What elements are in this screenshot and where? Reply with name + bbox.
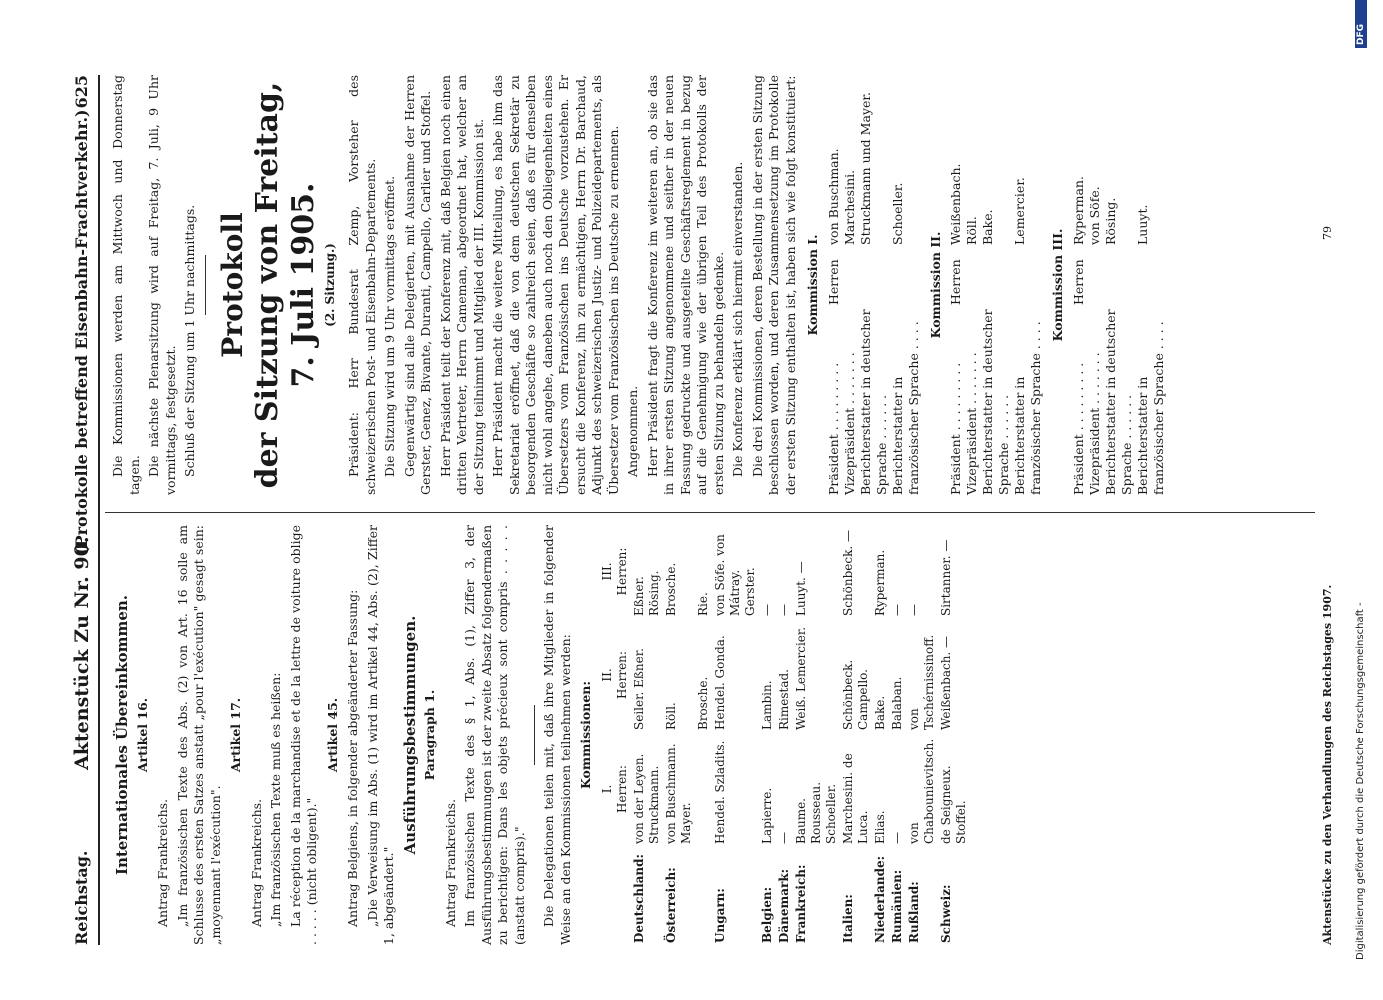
article-heading: Artikel 16. [134, 697, 150, 773]
column-rule [105, 512, 1315, 513]
country-cell: Frankreich: [793, 864, 808, 943]
table-row [663, 525, 695, 945]
commission-her: Herren [1070, 259, 1086, 305]
member-cell: Baume. Rousseau. Schoeller. [793, 781, 838, 844]
paragraph: Die Delegationen teilen mit, daß ihre Mitglieder in folgender Weise an den Kommissionen teilnehmen werden: [541, 525, 573, 945]
commission-row [1103, 75, 1135, 495]
table-row [695, 525, 712, 945]
member-cell: Schönbeck. Campello. [840, 659, 870, 730]
member-cell: von Söfe. von Mátray. Gerster. [712, 534, 757, 616]
member-cell: Rimestad. [776, 669, 791, 730]
commission-lbl: Berichterstatter in französischer Sprache . . . . [889, 321, 921, 495]
commission-lbl: Präsident . . . . . . . . . [1070, 362, 1086, 495]
commission-lbl: Vizepräsident . . . . . . . [1086, 352, 1102, 495]
member-cell: von Tschérnissinoff. [906, 634, 936, 730]
commissions-body [631, 525, 970, 945]
running-header [70, 75, 100, 945]
table-header-row [599, 525, 631, 945]
member-cell: Seiler. Eßner. [631, 648, 646, 730]
member-cell: Röll. [663, 702, 678, 730]
commission-lbl: Berichterstatter in französischer Sprache . . . . [1134, 321, 1166, 495]
commission-nm: Lemercier. [1012, 177, 1027, 245]
commission-lbl: Präsident . . . . . . . . . [825, 362, 841, 495]
commission-her [858, 245, 890, 305]
separator [205, 255, 206, 315]
member-cell: Bake. [872, 695, 887, 730]
page-number: 625 [72, 75, 91, 109]
country-cell: Italien: [840, 894, 855, 943]
commission-heading: Kommission III. [1050, 228, 1065, 342]
commission-heading: Kommission II. [927, 231, 943, 339]
member-cell: von Chabounievitsch. [906, 738, 936, 844]
country-cell: Niederlande: [872, 855, 887, 943]
paragraph: Antrag Frankreichs. [442, 798, 458, 927]
commission-nm: Bake. [980, 209, 995, 245]
dfg-logo: DFG [1355, 0, 1367, 48]
header-left: Reichstag. [72, 850, 91, 945]
commission-nm: Marchesini. [841, 169, 857, 245]
member-cell [695, 732, 712, 846]
commission-her [1103, 245, 1135, 305]
article-heading: Artikel 45. [324, 697, 340, 773]
commission-row [858, 75, 890, 495]
paragraph: Antrag Frankreichs. [248, 798, 264, 927]
paragraph: Die nächste Plenarsitzung wird auf Freitag, 7. Juli, 9 Uhr vormittags, festgesetzt. [146, 75, 178, 495]
country-cell: Dänemark: [776, 868, 791, 943]
commission-nm: von Söfe. [1086, 186, 1102, 245]
member-cell: Hendel. Gonda. [712, 635, 727, 730]
commissions-table [599, 525, 970, 945]
paragraph: Die drei Kommissionen, deren Bestellung in der ersten Sitzung beschlossen worden, und deren Zusammensetzung im Protokolle der ersten Sitzung enthalten ist, haben sich wie folgt konstituiert: [749, 75, 798, 495]
member-cell: Brosche. [695, 676, 710, 730]
commission-her [842, 245, 858, 305]
scanned-page-area [50, 0, 1365, 1000]
sheet-number: 79 [1321, 226, 1334, 240]
commission-row [1012, 75, 1044, 495]
article-heading: Artikel 17. [228, 697, 243, 773]
country-cell [695, 846, 712, 945]
member-cell: Rie. [695, 592, 710, 616]
commission-lbl: Vizepräsident . . . . . . . [841, 352, 857, 495]
table-row [889, 525, 906, 945]
country-cell: Österreich: [663, 867, 678, 943]
commission-lbl: Präsident . . . . . . . . . [948, 362, 963, 495]
commission-row [1087, 75, 1103, 495]
paragraph: „Im französischen Texte des Abs. (2) von Art. 16 solle am Schlusse des ersten Satzes anstatt „pour l'exécution" gesagt sein: „moyennant l'exécution". [174, 525, 223, 945]
header-doc-number: Aktenstück Zu Nr. 90. [71, 536, 93, 770]
member-cell: Balaban. [889, 676, 904, 730]
paragraph: Antrag Belgiens, in folgender abgeänderter Fassung: [345, 589, 360, 927]
commission-her: Herren [948, 259, 963, 305]
member-cell: Schönbeck. — [840, 529, 855, 616]
member-cell: — [759, 604, 774, 616]
member-cell: — [776, 604, 791, 616]
member-cell: von Buschmann. Mayer. [663, 743, 693, 844]
paragraph: Die Sitzung wird um 9 Uhr vormittags eröffnet. [382, 175, 397, 477]
country-cell: Rußland: [906, 881, 921, 943]
dfg-sidebar [1353, 0, 1377, 1000]
paragraph: Gegenwärtig sind alle Delegierten, mit Ausnahme der Herren Gerster, Genez, Bivante, Duranti, Campello, Carlier und Stoffel. [401, 75, 433, 495]
paragraph: Herr Präsident fragt die Konferenz im weiteren an, ob sie das in ihrer ersten Sitzung angenommene und seither in der neuen Fassung gedruckte und ausgeteilte Geschäftsreglement in bezug auf die Genehmigung wie der übrigen Teil des Protokolls der ersten Sitzung zu behandeln gedenke. [644, 75, 726, 495]
member-cell: — [889, 832, 904, 844]
paragraph: Herr Präsident teilt der Konferenz mit, daß Belgien noch einen dritten Vertreter, Herrn Cameman, abgeordnet hat, welcher an der Sitzung teilnimmt und Mitglied der III. Kommission ist. [437, 75, 486, 495]
member-cell: Lapierre. [759, 787, 774, 844]
commission-lbl: Berichterstatter in deutscher Sprache . . . . . . [980, 309, 1011, 495]
commission-lbl: Berichterstatter in deutscher Sprache . . . . . . [1102, 309, 1134, 495]
member-cell: Lambin. [759, 680, 774, 730]
commission-her: Herren [825, 259, 841, 305]
paragraph: „Die Verweisung im Abs. (1) wird im Artikel 44, Abs. (2), Ziffer 1, abgeändert." [364, 525, 396, 945]
commission-nm: Schoeller. [889, 182, 905, 245]
country-cell: Deutschland: [631, 854, 646, 943]
commission-heading: Kommission I. [805, 234, 820, 336]
paragraph: Angenommen. [625, 385, 640, 477]
paragraph: Schluß der Sitzung um 1 Uhr nachmittags. [182, 204, 197, 477]
member-cell: de Seigneux. Stoffel. [938, 765, 968, 844]
table-row [712, 525, 759, 945]
member-cell: Marchesini. de Luca. [840, 753, 870, 844]
country-cell: Rumänien: [889, 869, 904, 943]
commission-lbl: Berichterstatter in deutscher Sprache . . . . . . [857, 309, 889, 495]
commission-row [1135, 75, 1167, 495]
commission-nm: von Buschman. [825, 148, 841, 245]
section-heading: Ausführungsbestimmungen. [400, 615, 419, 855]
member-cell: Brosche. [663, 562, 678, 616]
commission-nm: Rösing. [1102, 197, 1118, 245]
commission-nm: Luuyt. [1134, 204, 1150, 245]
left-column [110, 525, 970, 945]
table-row [776, 525, 793, 945]
protocol-title: Protokoll [215, 212, 249, 358]
right-column [110, 75, 1167, 495]
col-head: I. Herren: [599, 765, 629, 813]
protocol-session: (2. Sitzung.) [322, 243, 337, 327]
member-cell: von der Leyen. Struckmann. [631, 753, 661, 844]
paragraph: „Im französischen Texte muß es heißen: [268, 672, 283, 927]
member-cell: Hendel. Szladits. [712, 740, 727, 844]
header-subject: (Protokolle betreffend Eisenbahn-Frachtverkehr.) [72, 109, 91, 555]
member-cell: Elias. [872, 810, 887, 844]
commission-list [826, 75, 922, 495]
member-cell: Eßner. Rösing. [631, 570, 661, 616]
commission-list [948, 75, 1044, 495]
commission-row [842, 75, 858, 495]
country-cell: Ungarn: [712, 888, 727, 943]
commission-her [890, 245, 922, 305]
commissions-heading: Kommissionen: [578, 680, 593, 790]
table-row [793, 525, 840, 945]
commission-lbl: Berichterstatter in französischer Sprache . . . . [1012, 321, 1043, 495]
paragraph: Im französischen Texte des § 1, Abs. (1), Ziffer 3, der Ausführungsbestimmungen ist der zweite Absatz folgendermaßen zu berichtigen: Dans les objets précieux sont compris . . . . . (anstatt compris)." [462, 525, 527, 945]
table-row [872, 525, 889, 945]
commission-her [1087, 245, 1103, 305]
commission-list [1071, 75, 1167, 495]
commission-her [1135, 245, 1167, 305]
commission-her [964, 245, 980, 305]
country-cell: Schweiz: [938, 884, 953, 943]
member-cell: Sirtanner. — [938, 539, 953, 616]
commission-row [826, 75, 842, 495]
member-cell: — [889, 604, 904, 616]
country-cell: Belgien: [759, 886, 774, 943]
commission-nm: Weißenbach. [948, 163, 963, 245]
table-row [631, 525, 663, 945]
commission-nm: Ryperman. [1070, 176, 1086, 245]
paragraph: Präsident: Herr Bundesrat Zemp, Vorsteher des schweizerischen Post- und Eisenbahn-Departements. [346, 75, 378, 495]
commission-row [964, 75, 980, 495]
commission-row [948, 75, 964, 495]
col-head: II. Herren: [599, 651, 629, 699]
col-head: III. Herren: [599, 547, 629, 596]
table-row [906, 525, 938, 945]
paragraph: Herr Präsident macht die weitere Mitteilung, es habe ihm das Sekretariat eröffnet, daß die von dem deutschen Sekretär zu besorgenden Geschäfte so zahlreich seien, daß es für denselben nicht wohl angehe, daneben auch noch den Obliegenheiten eines Übersetzers vom Französischen ins Deutsche vorzustehen. Er ersucht die Konferenz, ihn zu ermächtigen, Herrn Dr. Barchaud, Adjunkt des schweizerischen Justiz- und Polizeidepartements, als Übersetzer vom Französischen ins Deutsche zu ernennen. [490, 75, 621, 495]
commission-row [1071, 75, 1087, 495]
commission-row [890, 75, 922, 495]
document-page [50, 50, 1350, 1000]
table-row [840, 525, 872, 945]
commission-row [980, 75, 1012, 495]
commission-nm: Struckmann und Mayer. [857, 92, 873, 245]
dfg-credit: Digitalisierung gefördert durch die Deutsche Forschungsgemeinschaft - [1355, 602, 1366, 960]
commission-lbl: Vizepräsident . . . . . . . [964, 352, 979, 495]
member-cell: Luuyt. — [793, 561, 808, 616]
commission-her [980, 245, 1012, 305]
table-row [938, 525, 970, 945]
commission-nm: Röll. [964, 216, 979, 245]
paragraph: La réception de la marchandise et de la lettre de voiture oblige . . . . . (nicht obligent)." [287, 525, 319, 945]
member-cell: Weiß. Lemercier. [793, 626, 808, 730]
paragraph: Die Konferenz erklärt sich hiermit einverstanden. [730, 161, 745, 477]
paragraph-heading: Paragraph 1. [422, 689, 437, 781]
separator [534, 705, 535, 765]
member-cell: — [776, 832, 791, 844]
member-cell: Weißenbach. — [938, 635, 953, 730]
commission-her [1012, 245, 1044, 305]
section-heading: Internationales Übereinkommen. [113, 594, 131, 876]
paragraph: Die Kommissionen werden am Mittwoch und Donnerstag tagen. [110, 75, 142, 495]
page-footer: Aktenstücke zu den Verhandlungen des Reichstages 1907. [1321, 584, 1334, 945]
protocol-date: der Sitzung von Freitag, 7. Juli 1905. [249, 81, 321, 489]
paragraph: Antrag Frankreichs. [155, 798, 170, 927]
member-cell: — [906, 604, 921, 616]
table-row [759, 525, 776, 945]
member-cell: Ryperman. [872, 549, 887, 616]
